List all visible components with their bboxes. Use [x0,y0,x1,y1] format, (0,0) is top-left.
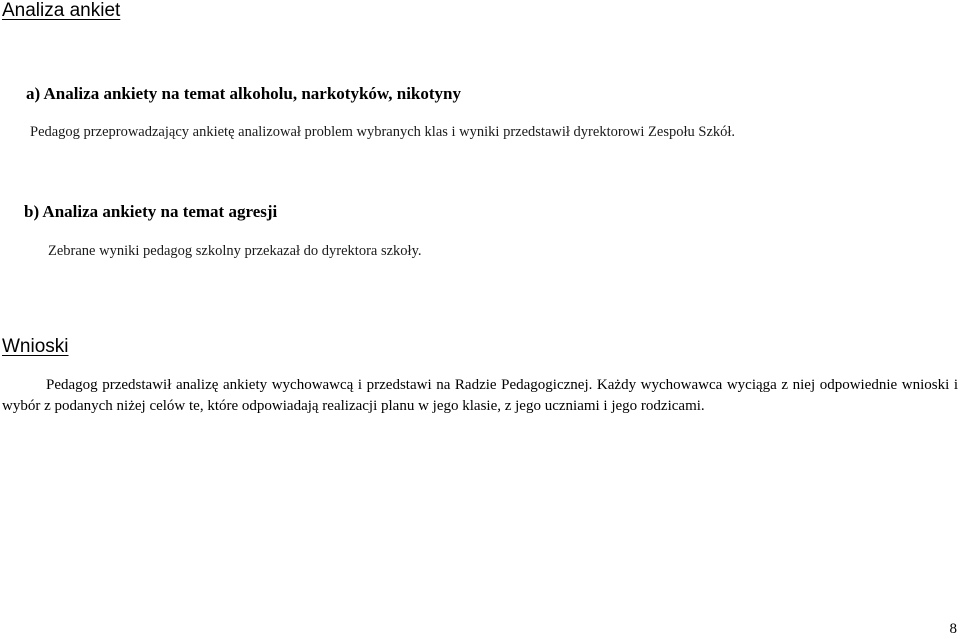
conclusions-text: Pedagog przedstawił analizę ankiety wychowawcą i przedstawi na Radzie Pedagogicznej. Każdy wychowawca wyciąga z niej odpowiednie wnioski i wybór z podanych niżej celów te, które odpowiadają realizacji planu w jego klasie, z jego uczniami i jego rodzicami. [2,377,958,414]
section-a-text: Pedagog przeprowadzający ankietę analizował problem wybranych klas i wyniki przedstawił dyrektorowi Zespołu Szkół. [30,124,736,140]
page-number: 8 [949,621,957,637]
section-a-heading: a) Analiza ankiety na temat alkoholu, narkotyków, nikotyny [26,84,461,103]
page-title: Analiza ankiet [2,0,121,21]
conclusions-title: Wnioski [2,336,69,357]
section-b-text: Zebrane wyniki pedagog szkolny przekazał do dyrektora szkoły. [48,243,422,259]
section-b-heading: b) Analiza ankiety na temat agresji [24,202,278,221]
